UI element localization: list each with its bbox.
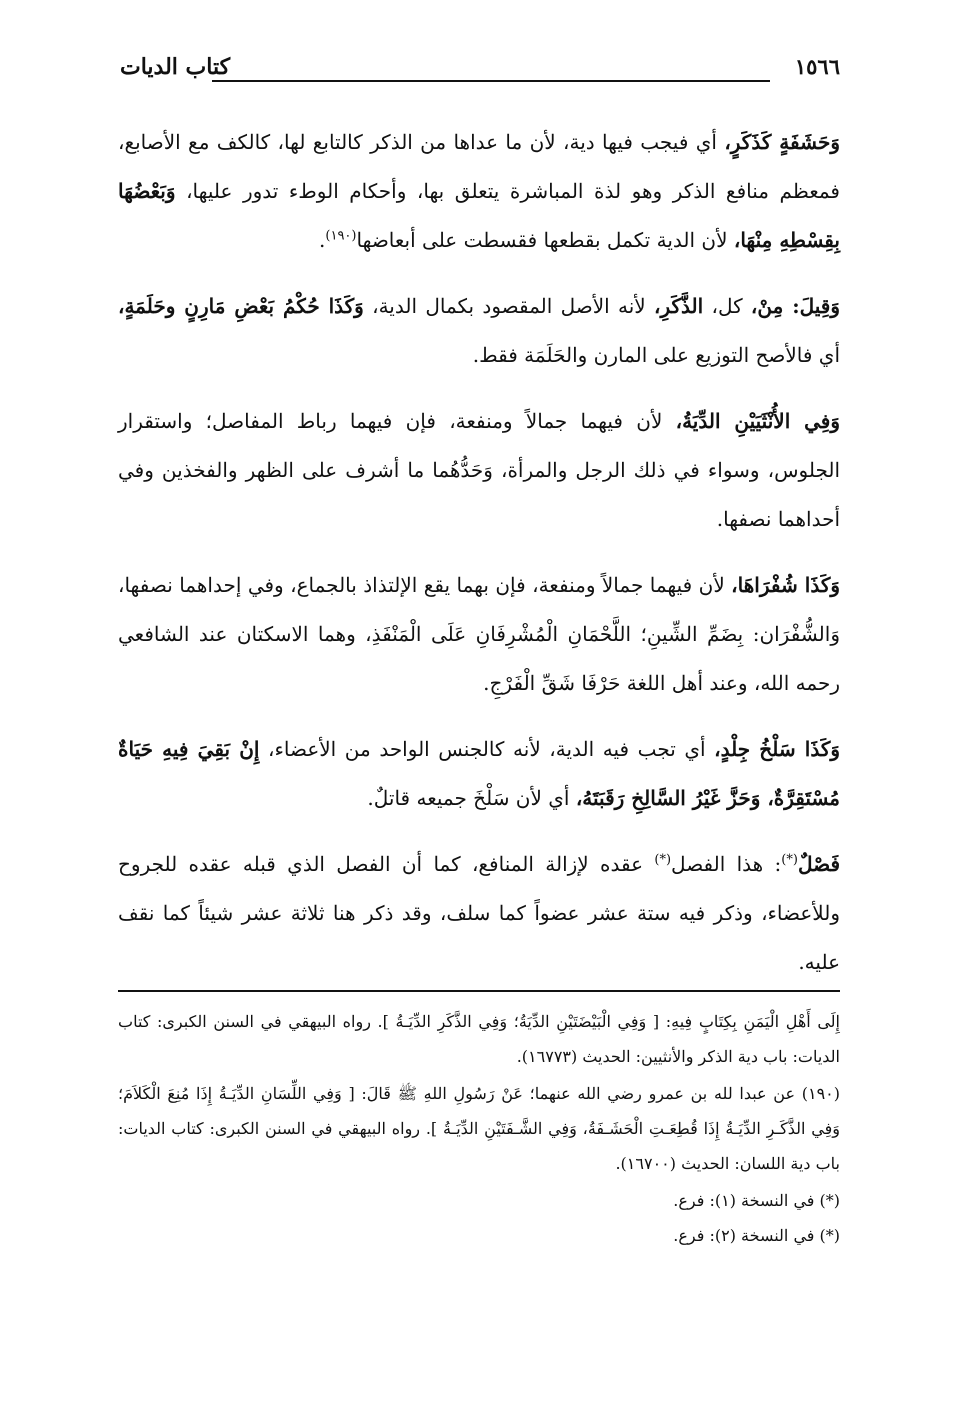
paragraph-2 [118, 282, 840, 380]
page-number: ١٥٦٦ [794, 54, 840, 79]
footnotes [118, 1004, 840, 1253]
sharh-text: عقده لإزالة المنافع، كما أن الفصل الذي قبله عقده للجروح وللأعضاء، وذكر فيه ستة عشر عضواً كما سلف، وقد ذكر هنا ثلاثة عشر شيئاً كما نقف عليه. [118, 852, 840, 974]
matn-text: وَقِيلَ: مِنْ، [750, 294, 841, 318]
matn-text: وَبَعْضُهَا بِقِسْطِهِ مِنْهَا، [118, 179, 840, 252]
note-ref-star[interactable]: (*) [654, 852, 672, 868]
paragraph-5 [118, 725, 840, 823]
matn-text: وَكَذَا سَلْخُ جِلْدٍ، [714, 737, 841, 761]
section-heading: فَصْلٌ [797, 852, 841, 876]
sharh-text: أي فالأصح التوزيع على المارن والحَلَمَة فقط. [472, 343, 840, 367]
sharh-text: أي تجب فيه الدية، لأنه كالجنس الواحد من الأعضاء، [259, 737, 715, 761]
chapter-title: كتاب الديات [120, 54, 231, 80]
footnote-190: (١٩٠) عن عبدا لله بن عمرو رضي الله عنهما؛ عَنْ رَسُولِ اللهِ ﷺ قَالَ: [ وَفِي اللِّسَانِ الدِّيَـةُ إِذَا مُنِعَ الْكَلاَمَ؛ وَفِي الذَّكَـرِ الدِّيَـةُ إِذَا قُطِعَـتِ الْحَشَـفَةُ، وَفِي الشَّـفَتَيْنِ الدِّيَـةُ ]. رواه البيهقي في السنن الكبرى: كتاب الديات: باب دية اللسان: الحديث (١٦٧٠٠). [118, 1084, 840, 1173]
footnote-continuation: إِلَى أَهْلِ الْيَمَنِ بِكِتَابٍ فِيهِ: [ وَفِي الْبَيْضَتَيْنِ الدِّيَةُ؛ وَفِي الذَّكَرِ الدِّيَـةُ ]. رواه البيهقي في السنن الكبرى: كتاب الديات: باب دية الذكر والأنثيين: الحديث (١٦٧٧٣). [118, 1012, 840, 1066]
variant-note-1: (*) في النسخة (١): فرع. [673, 1191, 840, 1210]
matn-text: الذَّكَرِ، [654, 294, 704, 318]
paragraph-6 [118, 840, 840, 987]
paragraph-3 [118, 397, 840, 544]
sharh-text: : هذا الفصل [671, 852, 782, 876]
sharh-text: أي لأن سَلْخَ جميعه قاتلٌ. [367, 786, 576, 810]
sharh-text: لأن فيهما جمالاً ومنفعة، فإن فيهما رباط المفاصل؛ واستقرار الجلوس، وسواء في ذلك الرجل والمرأة، وَحَدُّهُما ما أشرف على الظهر والفخذين وفي أحداهما نصفها. [118, 409, 840, 531]
matn-text: وَفِي الأُنْثَيَيْنِ الدِّيَةُ، [675, 409, 841, 433]
sharh-text: كل، [703, 294, 751, 318]
matn-text: وَكَذَا حُكْمُ بَعْضِ مَارِنٍ وحَلَمَةٍ، [118, 294, 364, 318]
paragraph-4 [118, 561, 840, 708]
header-rule [212, 80, 770, 82]
sharh-text: لأن الدية تكمل بقطعها فقسطت على أبعاضها [356, 228, 734, 252]
footnote-ref-190[interactable]: (١٩٠) [325, 228, 357, 244]
main-text [118, 118, 840, 1004]
sharh-text: لأنه الأصل المقصود بكمال الدية، [363, 294, 655, 318]
running-header [120, 50, 840, 90]
matn-text: إِنْ بَقِيَ فِيهِ حَيَاةٌ مُسْتَقِرَّةٌ، وَحَزَّ غَيْرُ السَّالِخِ رَقَبَتَهُ، [118, 737, 840, 810]
footnote-separator [118, 990, 840, 992]
sharh-text: لأن فيهما جمالاً ومنفعة، فإن بهما يقع الإلتذاذ بالجماع، وفي إحداهما نصفها، وَالشُّفْرَان: بِضَمِّ الشِّينِ؛ اللَّحْمَانِ الْمُشْرِفَانِ عَلَى الْمَنْفَذِ، وهما الاسكتان عند الشافعي رحمه الله، وعند أهل اللغة حَرْفَا شَقِّ الْفَرْجِ. [118, 573, 840, 695]
matn-text: وَحَشَفَةٍ كَذَكَرٍ، [724, 130, 840, 154]
note-ref-star[interactable]: (*) [781, 852, 798, 868]
variant-note-2: (*) في النسخة (٢): فرع. [673, 1226, 840, 1245]
matn-text: وَكَذَا شُفْرَاهَا، [731, 573, 840, 597]
paragraph-1 [118, 118, 840, 265]
sentence-end: . [319, 228, 326, 252]
sharh-text: أي فيجب فيها دية، لأن ما عداها من الذكر كالتابع لها، كالكف مع الأصابع، فمعظم منافع الذكر وهو لذة المباشرة يتعلق بها، وأحكام الوطء تدور عليها، [118, 130, 840, 203]
